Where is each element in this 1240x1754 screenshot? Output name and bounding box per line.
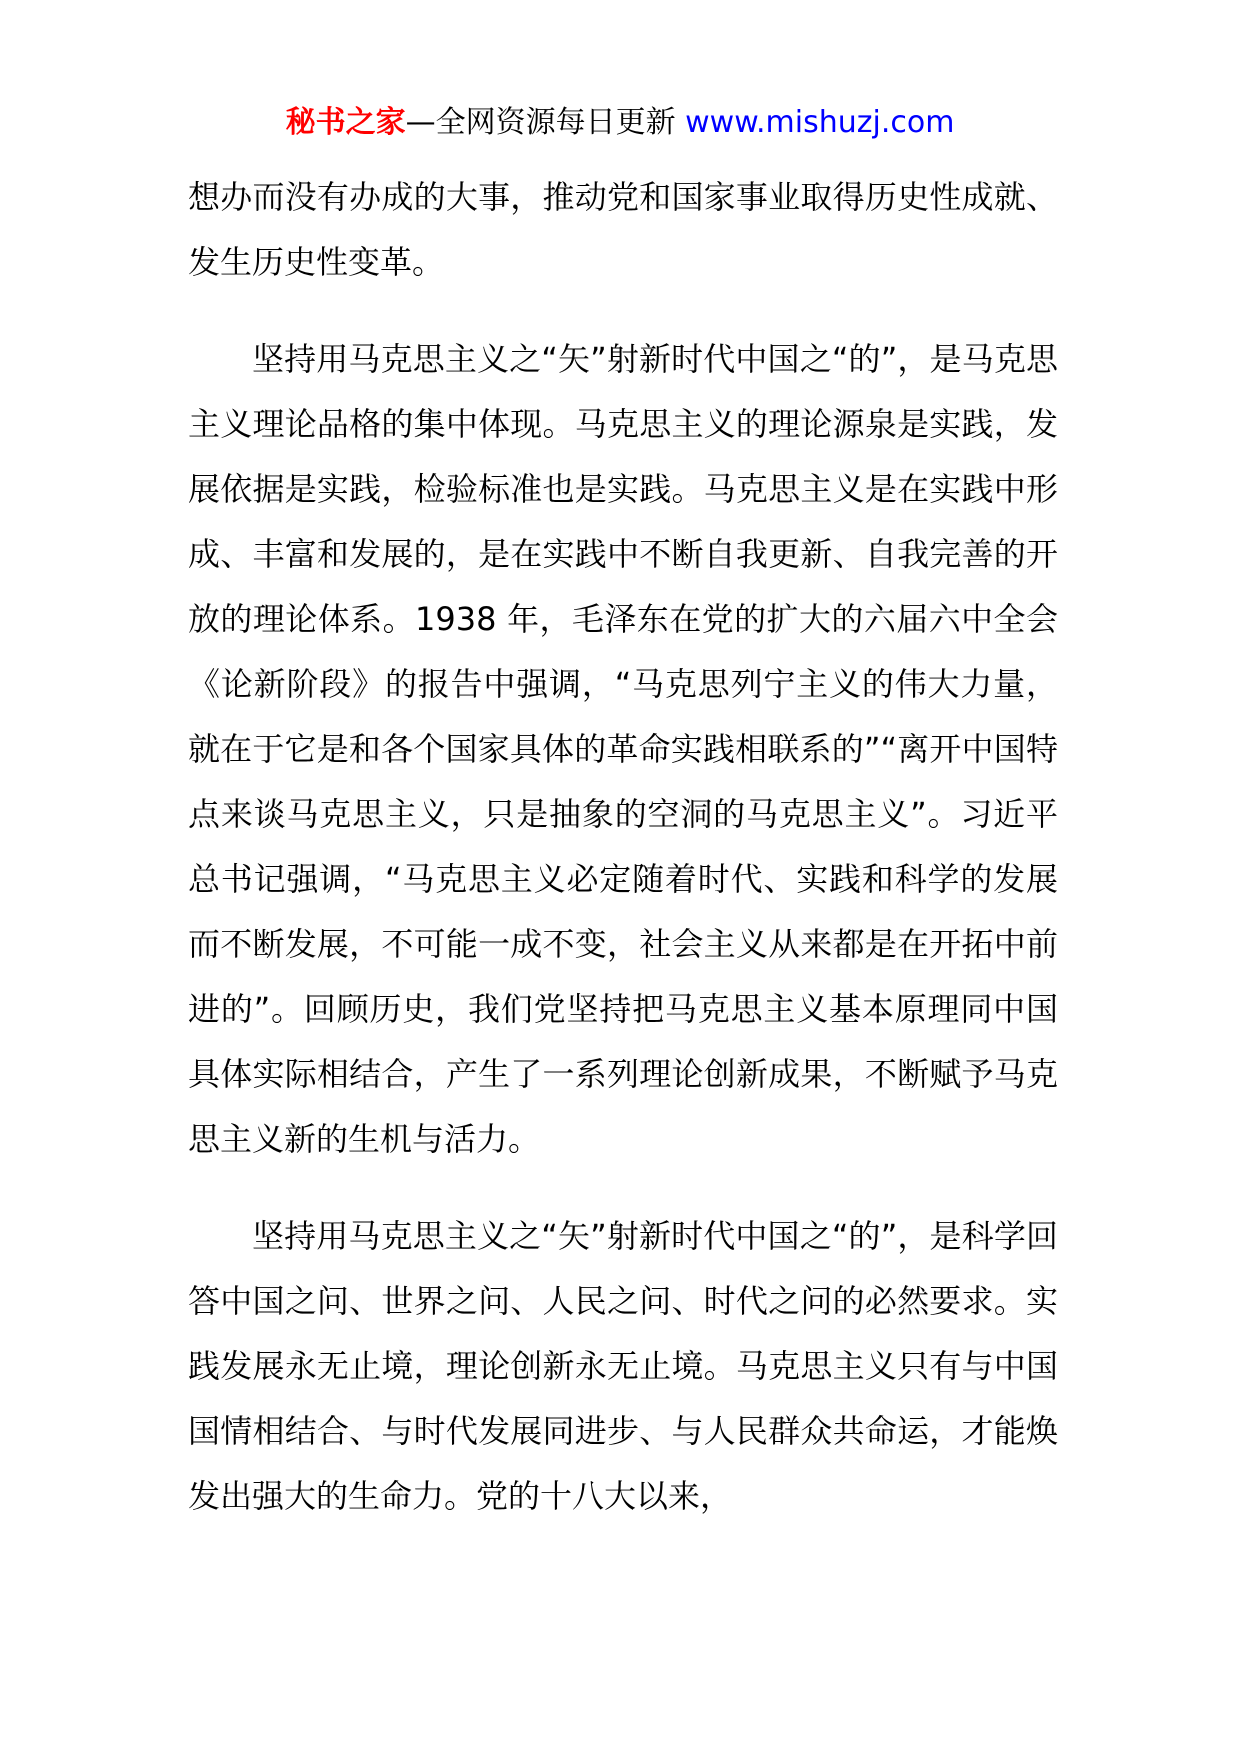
header-tagline: —全网资源每日更新 — [405, 105, 686, 140]
page-header — [0, 101, 1240, 145]
document-body — [188, 165, 1058, 1561]
paragraph-continued: 想办而没有办成的大事，推动党和国家事业取得历史性成就、发生历史性变革。 — [188, 178, 1058, 281]
paragraph-marxism-practice: 坚持用马克思主义之“矢”射新时代中国之“的”，是马克思主义理论品格的集中体现。马克思主义的理论源泉是实践，发展依据是实践，检验标准也是实践。马克思主义是在实践中形成、丰富和发展的，是在实践中不断自我更新、自我完善的开放的理论体系。1938 年，毛泽东在党的扩大的六届六中全会《论新阶段》的报告中强调，“马克思列宁主义的伟大力量，就在于它是和各个国家具体的革命实践相联系的”“离开中国特点来谈马克思主义，只是抽象的空洞的马克思主义”。习近平总书记强调，“马克思主义必定随着时代、实践和科学的发展而不断发展，不可能一成不变，社会主义从来都是在开拓中前进的”。回顾历史，我们党坚持把马克思主义基本原理同中国具体实际相结合，产生了一系列理论创新成果，不断赋予马克思主义新的生机与活力。 — [188, 340, 1058, 1158]
website-url[interactable]: www.mishuzj.com — [685, 105, 955, 140]
paragraph-era-questions: 坚持用马克思主义之“矢”射新时代中国之“的”，是科学回答中国之问、世界之问、人民之问、时代之问的必然要求。实践发展永无止境，理论创新永无止境。马克思主义只有与中国国情相结合、与时代发展同进步、与人民群众共命运，才能焕发出强大的生命力。党的十八大以来， — [188, 1217, 1058, 1515]
brand-name: 秘书之家 — [285, 105, 406, 140]
